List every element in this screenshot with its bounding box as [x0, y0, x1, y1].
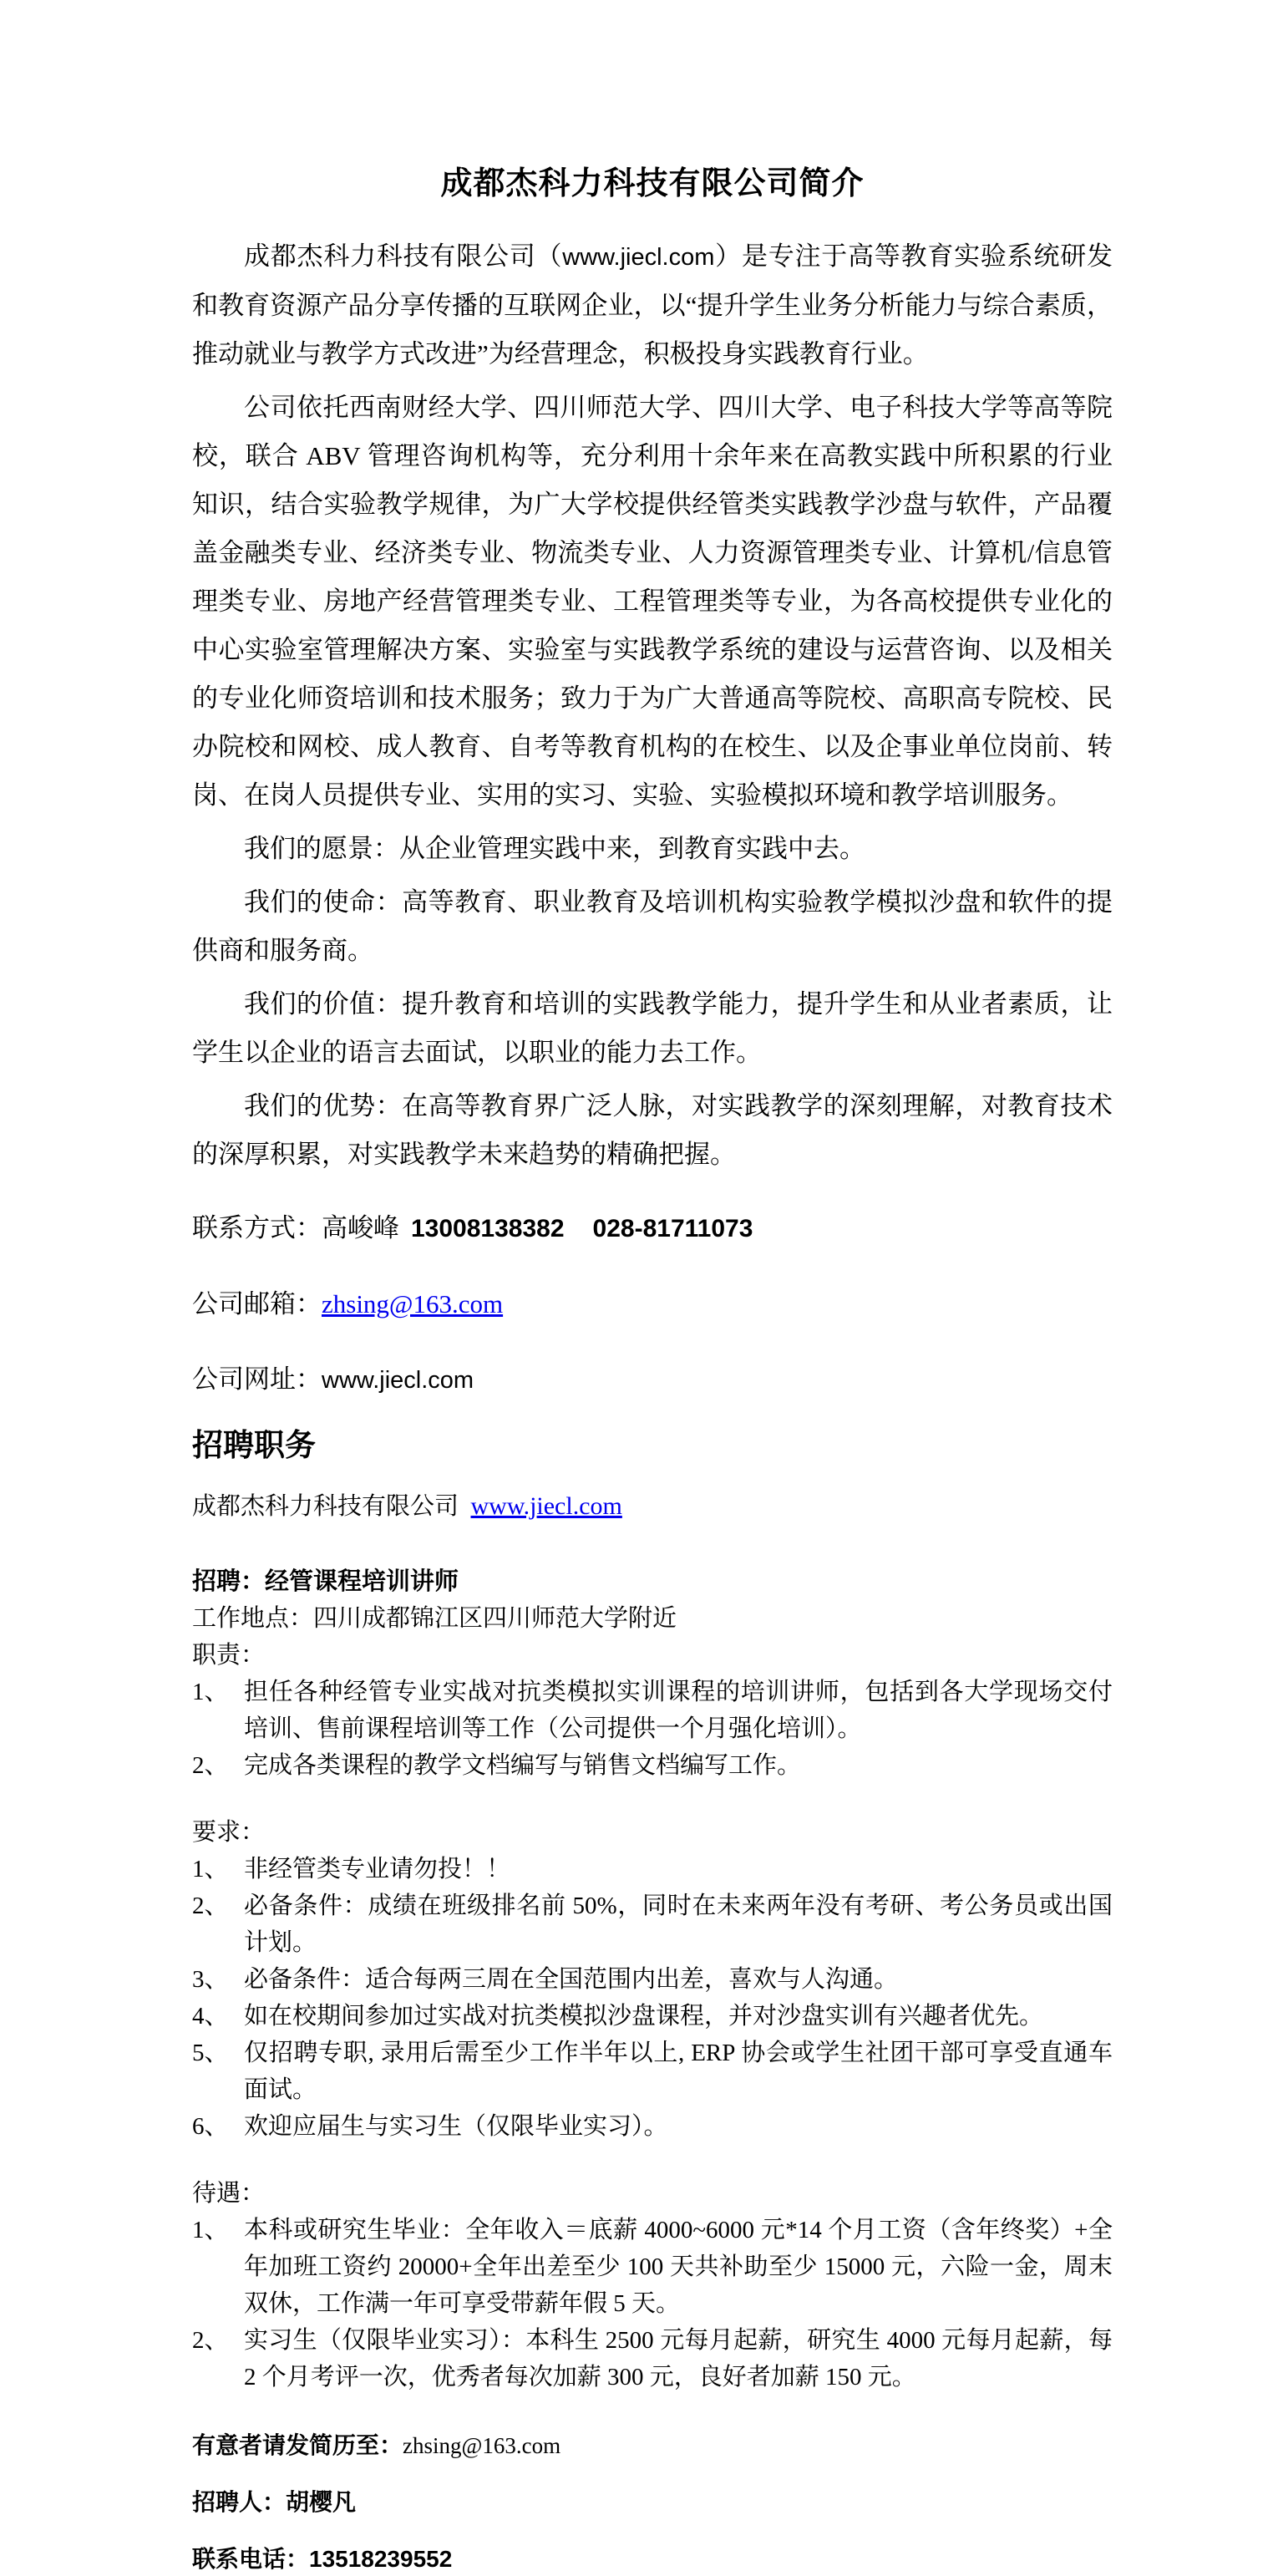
document-content — [192, 164, 1113, 2576]
recruitment-company-line — [192, 1488, 1113, 1525]
contact-mobile: 13008138382 — [411, 1215, 565, 1242]
benefit-item-text: 本科或研究生毕业：全年收入＝底薪 4000~6000 元*14 个月工资（含年终奖）+全年加班工资约 20000+全年出差至少 100 天共补助至少 15000 元，六险一金，周末双休，工作满一年可享受带薪年假 5 天。 — [244, 2217, 1113, 2317]
recruitment-company-name: 成都杰科力科技有限公司 — [192, 1493, 459, 1520]
requirement-item-number: 6、 — [192, 2113, 229, 2140]
resume-email: zhsing@163.com — [403, 2433, 561, 2458]
requirements-list — [192, 1851, 1113, 2145]
requirement-item — [192, 2108, 1113, 2145]
contact-phone-line: 联系电话：13518239552 — [192, 2546, 453, 2572]
requirement-item-number: 2、 — [192, 1893, 229, 1919]
intro-paragraph-2: 公司依托西南财经大学、四川师范大学、四川大学、电子科技大学等高等院校，联合 ABV 管理咨询机构等，充分利用十余年来在高教实践中所积累的行业知识，结合实验教学规律，为广大学校提供经管类实践教学沙盘与软件，产品覆盖金融类专业、经济类专业、物流类专业、人力资源管理类专业、计算机/信息管理类专业、房地产经营管理类专业、工程管理类等专业，为各高校提供专业化的中心实验室管理解决方案、实验室与实践教学系统的建设与运营咨询、以及相关的专业化师资培训和技术服务；致力于为广大普通高等院校、高职高专院校、民办院校和网校、成人教育、自考等教育机构的在校生、以及企事业单位岗前、转岗、在岗人员提供专业、实用的实习、实验、实验模拟环境和教学培训服务。 — [192, 393, 1113, 810]
company-email-link[interactable]: zhsing@163.com — [322, 1289, 504, 1318]
requirement-item — [192, 1888, 1113, 1961]
requirement-item — [192, 1851, 1113, 1888]
duty-item-text: 完成各类课程的教学文档编写与销售文档编写工作。 — [244, 1752, 802, 1779]
benefit-item — [192, 2212, 1113, 2322]
resume-label: 有意者请发简历至： — [192, 2432, 403, 2458]
duty-item-number: 1、 — [192, 1679, 229, 1705]
company-email-label: 公司邮箱： — [192, 1289, 322, 1318]
requirement-item-number: 5、 — [192, 2040, 229, 2066]
duty-item — [192, 1747, 1113, 1784]
job-title: 招聘：经管课程培训讲师 — [192, 1568, 459, 1595]
recruitment-company-link[interactable]: www.jiecl.com — [470, 1492, 622, 1520]
duty-item-text: 担任各种经管专业实战对抗类模拟实训课程的培训讲师，包括到各大学现场交付培训、售前课程培训等工作（公司提供一个月强化培训）。 — [244, 1679, 1113, 1742]
benefit-item — [192, 2322, 1113, 2396]
intro-p1-text-after: ）是专注于高等教育实验系统研发和教育资源产品分享传播的互联网企业，以“提升学生业务分析能力与综合素质，推动就业与教学方式改进”为经营理念，积极投身实践教育行业。 — [192, 241, 1113, 368]
advantage-paragraph: 我们的优势：在高等教育界广泛人脉，对实践教学的深刻理解，对教育技术的深厚积累，对实践教学未来趋势的精确把握。 — [192, 1091, 1113, 1169]
duty-item — [192, 1674, 1113, 1747]
requirements-label: 要求： — [192, 1819, 266, 1846]
company-email-line — [192, 1280, 1113, 1329]
duties-list — [192, 1674, 1113, 1784]
benefits-list — [192, 2212, 1113, 2396]
requirement-item-text: 仅招聘专职, 录用后需至少工作半年以上, ERP 协会或学生社团干部可享受直通车面试。 — [244, 2040, 1113, 2103]
requirement-item-text: 如在校期间参加过实战对抗类模拟沙盘课程，并对沙盘实训有兴趣者优先。 — [244, 2003, 1044, 2030]
requirement-item-number: 4、 — [192, 2003, 229, 2030]
benefit-item-number: 1、 — [192, 2217, 229, 2243]
intro-paragraph-1 — [192, 232, 1113, 379]
duties-label: 职责： — [192, 1642, 266, 1669]
company-website-value: www.jiecl.com — [322, 1367, 474, 1394]
mission-paragraph: 我们的使命：高等教育、职业教育及培训机构实验教学模拟沙盘和软件的提供商和服务商。 — [192, 887, 1113, 965]
page-title: 成都杰科力科技有限公司简介 — [440, 166, 865, 201]
requirement-item-text: 必备条件：成绩在班级排名前 50%，同时在未来两年没有考研、考公务员或出国计划。 — [244, 1893, 1113, 1956]
benefit-item-text: 实习生（仅限毕业实习）：本科生 2500 元每月起薪，研究生 4000 元每月起薪，每 2 个月考评一次，优秀者每次加薪 300 元，良好者加薪 150 元。 — [244, 2327, 1113, 2391]
company-website-line — [192, 1355, 1113, 1405]
company-website-label: 公司网址： — [192, 1364, 322, 1394]
benefits-label: 待遇： — [192, 2180, 266, 2207]
requirement-item — [192, 2035, 1113, 2108]
intro-p1-text-before: 成都杰科力科技有限公司（ — [244, 241, 563, 271]
recruitment-heading: 招聘职务 — [192, 1428, 316, 1462]
requirement-item-text: 欢迎应届生与实习生（仅限毕业实习）。 — [244, 2113, 668, 2140]
requirement-item — [192, 1998, 1113, 2035]
contact-telephone: 028-81711073 — [592, 1215, 753, 1242]
duty-item-number: 2、 — [192, 1752, 229, 1779]
intro-p1-url: www.jiecl.com — [562, 244, 715, 271]
job-location: 工作地点：四川成都锦江区四川师范大学附近 — [192, 1605, 677, 1632]
requirement-item-text: 必备条件：适合每两三周在全国范围内出差，喜欢与人沟通。 — [244, 1966, 899, 1993]
resume-line — [192, 2429, 1113, 2462]
benefit-item-number: 2、 — [192, 2327, 229, 2354]
value-paragraph: 我们的价值：提升教育和培训的实践教学能力，提升学生和从业者素质，让学生以企业的语言去面试，以职业的能力去工作。 — [192, 989, 1113, 1067]
requirement-item-number: 1、 — [192, 1856, 229, 1882]
contact-line — [192, 1204, 1113, 1253]
recruiter-line: 招聘人：胡樱凡 — [192, 2489, 357, 2515]
contact-label: 联系方式：高峻峰 — [192, 1213, 399, 1242]
requirement-item-text: 非经管类专业请勿投！！ — [244, 1856, 511, 1882]
requirement-item — [192, 1961, 1113, 1998]
vision-paragraph: 我们的愿景：从企业管理实践中来，到教育实践中去。 — [244, 834, 865, 863]
requirement-item-number: 3、 — [192, 1966, 229, 1993]
